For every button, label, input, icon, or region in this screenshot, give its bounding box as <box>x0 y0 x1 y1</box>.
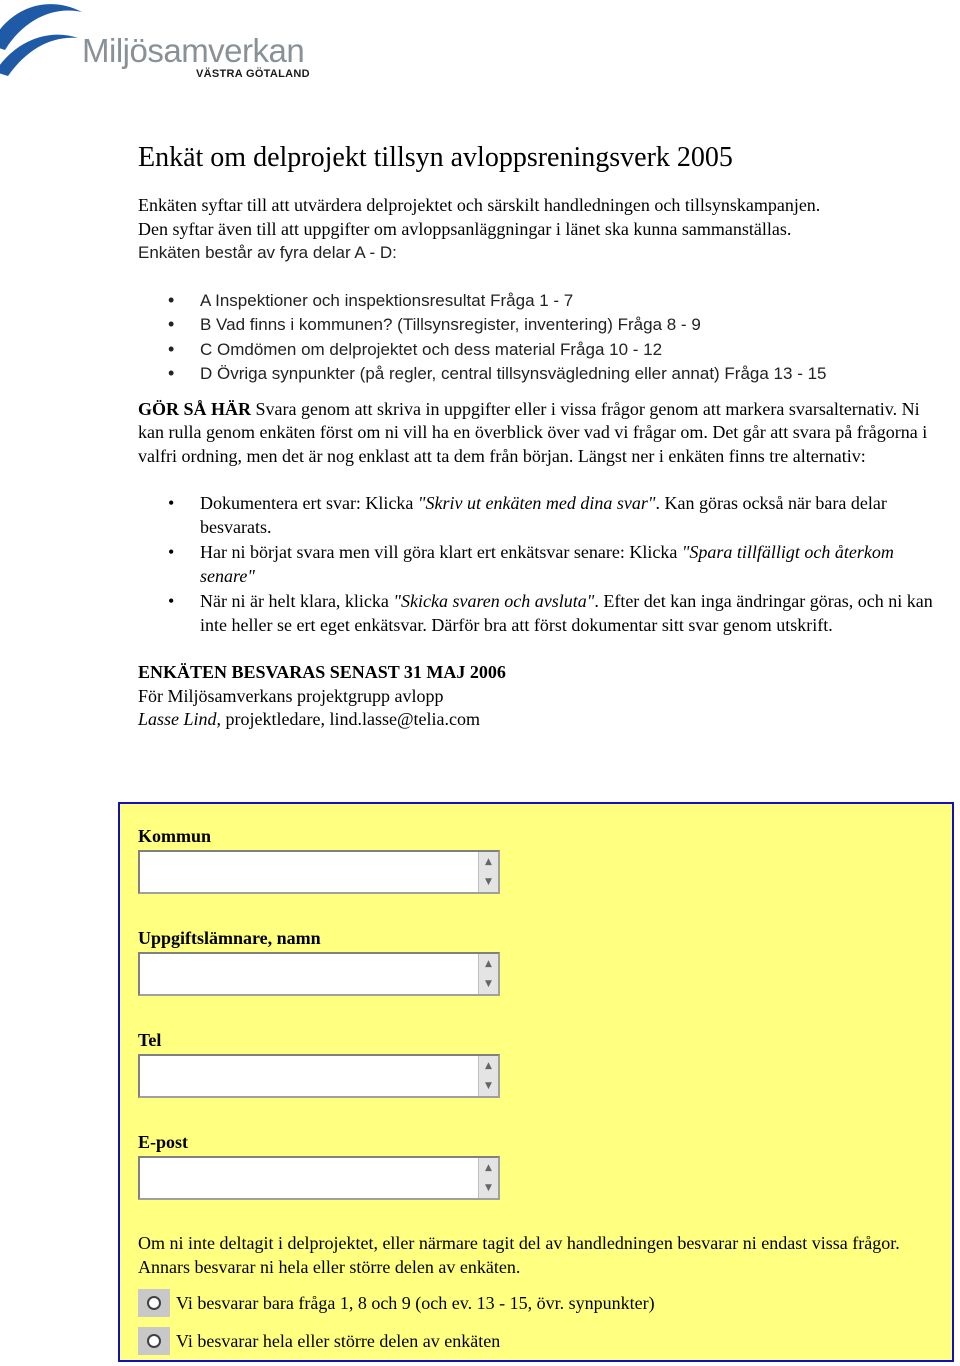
option-emphasis: "Spara tillfälligt och återkom senare" <box>200 542 894 586</box>
list-item: • C Omdömen om delprojektet och dess material Fråga 10 - 12 <box>138 338 938 362</box>
intro-line-1: Enkäten syftar till att utvärdera delprojektet och särskilt handledningen och tillsynskampanjen. <box>138 195 821 215</box>
scroll-down-icon[interactable]: ▼ <box>485 979 492 989</box>
form-note: Om ni inte deltagit i delprojektet, eller närmare tagit del av handledningen besvarar ni endast vissa frågor. Annars besvarar ni hela eller större delen av enkäten. <box>138 1233 900 1277</box>
logo <box>0 0 330 90</box>
list-item <box>138 313 938 337</box>
radio-circle-icon[interactable] <box>147 1334 161 1348</box>
option-text: . Kan göras också när bara delar besvarats. <box>200 493 887 537</box>
deadline-block <box>138 661 938 732</box>
tel-label: Tel <box>138 1030 162 1050</box>
logo-swoosh-icon <box>0 0 90 80</box>
scroll-up-icon[interactable]: ▲ <box>485 1061 492 1071</box>
instructions-text: Svara genom att skriva in uppgifter eller i vissa frågor genom att markera svarsalternativ. Ni kan rulla genom enkäten först om ni vill ha en överblick över vad vi frågar om. Det går att svara på frågorna i valfri ordning, men det är nog enklast att ta dem från början. Längst ner i enkäten finns tre alternativ: <box>138 398 928 466</box>
radio-circle-icon[interactable] <box>147 1296 161 1310</box>
instructions-paragraph <box>138 398 938 469</box>
scrollbar[interactable] <box>478 852 498 892</box>
radio-label: Vi besvarar hela eller större delen av enkäten <box>176 1331 501 1351</box>
page-title: Enkät om delprojekt tillsyn avloppsreningsverk 2005 <box>138 142 733 173</box>
deadline-group: För Miljösamverkans projektgrupp avlopp <box>138 685 444 706</box>
scrollbar[interactable] <box>478 1056 498 1096</box>
tel-textarea[interactable] <box>138 1054 500 1098</box>
logo-subtitle: VÄSTRA GÖTALAND <box>196 68 310 80</box>
radio-option-partial[interactable] <box>138 1289 938 1317</box>
name-textarea[interactable] <box>138 952 500 996</box>
list-item <box>138 492 938 539</box>
logo-name: Miljösamverkan <box>82 32 305 69</box>
parts-list <box>138 289 938 386</box>
scroll-down-icon[interactable]: ▼ <box>485 877 492 887</box>
radio-label: Vi besvarar bara fråga 1, 8 och 9 (och ev. 13 - 15, övr. synpunkter) <box>176 1293 655 1313</box>
scroll-up-icon[interactable]: ▲ <box>485 959 492 969</box>
radio-option-full[interactable] <box>138 1327 938 1355</box>
email-textarea[interactable] <box>138 1156 500 1200</box>
option-text: Dokumentera ert svar: Klicka <box>200 493 418 513</box>
option-text: Har ni börjat svara men vill göra klart ert enkätsvar senare: Klicka <box>200 542 682 562</box>
scroll-up-icon[interactable]: ▲ <box>485 857 492 867</box>
option-emphasis: "Skicka svaren och avsluta" <box>393 591 595 611</box>
radio-button[interactable] <box>138 1327 170 1355</box>
email-label: E-post <box>138 1132 189 1152</box>
name-label: Uppgiftslämnare, namn <box>138 928 321 948</box>
kommun-textarea[interactable] <box>138 850 500 894</box>
deadline-title: ENKÄTEN BESVARAS SENAST 31 MAJ 2006 <box>138 662 506 682</box>
form-fields <box>138 824 938 1355</box>
option-text: . Efter det kan inga ändringar göras, och ni kan inte heller se ert eget enkätsvar. Därför bra att först dokumentar sitt svar genom utskrift. <box>200 591 933 635</box>
list-item <box>138 541 938 588</box>
scrollbar[interactable] <box>478 1158 498 1198</box>
kommun-label: Kommun <box>138 826 212 846</box>
instructions-lead: GÖR SÅ HÄR <box>138 398 252 419</box>
scroll-down-icon[interactable]: ▼ <box>485 1183 492 1193</box>
intro-paragraph <box>138 194 938 265</box>
list-item <box>138 590 938 637</box>
scroll-up-icon[interactable]: ▲ <box>485 1163 492 1173</box>
option-text: När ni är helt klara, klicka <box>200 591 394 611</box>
intro-line-2: Den syftar även till att uppgifter om avloppsanläggningar i länet ska kunna sammanställas. <box>138 218 792 239</box>
scroll-down-icon[interactable]: ▼ <box>485 1081 492 1091</box>
contact-details: , projektledare, lind.lasse@telia.com <box>216 709 481 729</box>
options-list <box>138 492 938 637</box>
radio-button[interactable] <box>138 1289 170 1317</box>
list-item: • A Inspektioner och inspektionsresultat Fråga 1 - 7 <box>138 289 938 313</box>
survey-form <box>118 802 954 1362</box>
document-body <box>138 140 938 732</box>
option-emphasis: "Skriv ut enkäten med dina svar" <box>417 493 656 513</box>
contact-name: Lasse Lind <box>138 709 217 729</box>
list-item: • D Övriga synpunkter (på regler, central tillsynsvägledning eller annat) Fråga 13 - 15 <box>138 362 938 386</box>
intro-line-3: Enkäten består av fyra delar A - D: <box>138 243 397 262</box>
scrollbar[interactable] <box>478 954 498 994</box>
part-b-text: B Vad finns i kommunen? (Tillsynsregister, inventering) Fråga 8 - 9 <box>200 315 701 334</box>
